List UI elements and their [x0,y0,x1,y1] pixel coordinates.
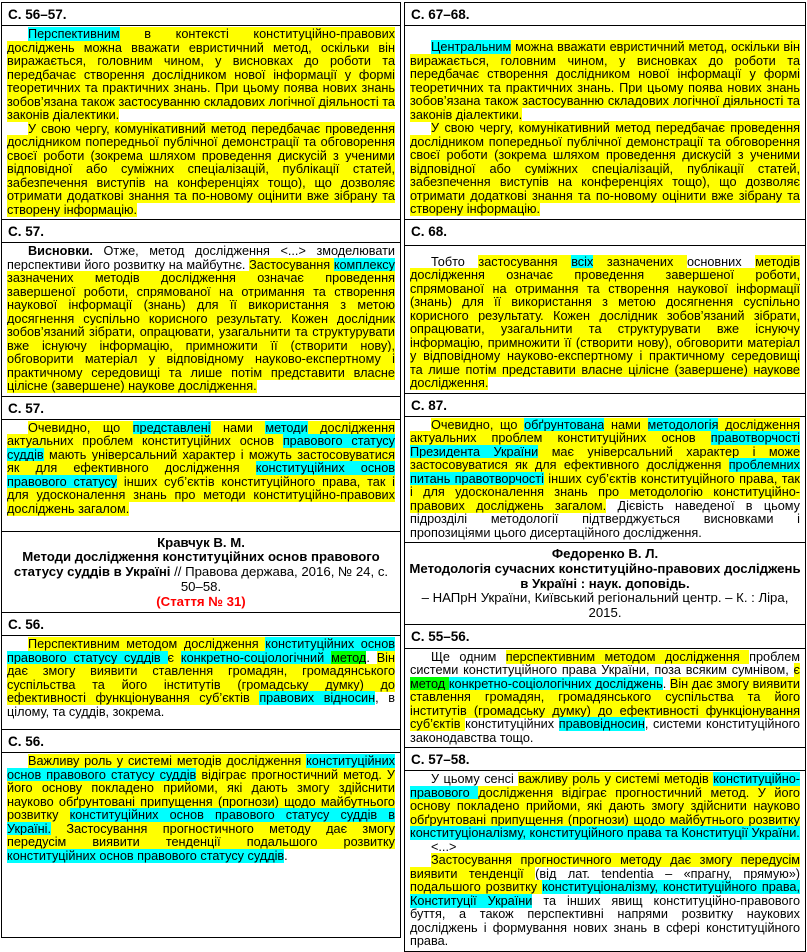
excerpt-paragraph [7,755,395,863]
highlight-green-run: метод [410,676,449,691]
text-run: – НАПрН України, Київський регіональний центр. – К. : Ліра, 2015. [421,590,789,621]
text-run: Висновки. [28,244,93,258]
highlight-yellow-run: методів дослідження означає проведення завершеної роботи, спрямованої на отримання та створення наукової інформації (знань) для її використання з метою досягнення суспільно корисного результату. Кожен дослідник зобов’язаний зібрати, опрацювати, узагальнити та структурувати вже існуючу інформацію, примножити її (створити нову), обговорити матеріал у відповідному науково-експертному і практичному середовищі та лише потім представити власне цілісне (завершене) наукове дослідження. [410,254,800,390]
highlight-cyan-run: Перспективним [28,27,120,41]
highlight-yellow-run: перспективним методом дослідження [505,649,750,664]
excerpt-cell [1,752,401,938]
page-ref-label: С. 57–58. [411,752,470,768]
text-run: Методологія сучасних конституційно-правових досліджень в Україні : наук. доповідь. [409,560,801,591]
citation-line [409,591,801,621]
text-run: (від лат. tendentia – «прагну, прямую») [535,866,800,881]
excerpt-cell [404,245,806,394]
highlight-yellow-run: У свою чергу, комунікативний метод передбачає проведення дослідником попередньої публічної демонстрації та обговорення своєї роботи (зокрема шляхом проведення дискусій з ученими відповідної або суміжних спеціалізацій, публікації статей, забезпечення виступів на конференціях тощо), що дозволяє отримати додаткові знання та по-новому оцінити вже зібрану та створену інформацію. [410,121,800,216]
page-ref-label: С. 56. [8,734,45,750]
highlight-yellow-run: відіграє прогностичний метод. У його основу покладено прийоми, які дають змогу здійснити науково обґрунтовані припущення (прогнози) щодо майбутнього розвитку [7,767,395,823]
highlight-yellow-run: У свою чергу, комунікативний метод передбачає проведення дослідником попередньої публічної демонстрації та обговорення своєї роботи (зокрема шляхом проведення дискусій з ученими відповідної або суміжних спеціалізацій, публікації статей, забезпечення виступів на конференціях тощо), що дозволяє отримати додаткові знання та по-новому оцінити вже зібрану та створену інформацію. [7,121,395,217]
excerpt-cell [1,242,401,397]
text-run: . [662,676,670,691]
excerpt-paragraph [7,28,395,123]
highlight-yellow-run: є [167,650,181,665]
highlight-yellow-run: Перспективним методом дослідження [28,637,266,652]
right-comparison-column [404,2,806,952]
highlight-cyan-run: конкретно-соціологічний [180,650,332,665]
highlight-yellow-run: дослідження актуальних проблем конституційних основ [410,417,800,445]
highlight-cyan-run: конституційних основ правового статусу суддів в Україні. [7,808,395,836]
page-ref-header [1,612,401,636]
highlight-yellow-run: має універсальний характер і може застосовуватися як для ефективного дослідження [410,444,801,472]
page-ref-label: С. 67–68. [411,7,470,22]
text-run: Федоренко В. Л. [551,546,659,561]
excerpt-paragraph [410,854,800,949]
page-ref-label: С. 57. [8,224,45,239]
highlight-yellow-run: Він дає змогу виявити ставлення громадян, громадянського суспільства та його інститутів (громадську думку) до ефективності функціонування суб’єктів [7,650,395,706]
highlight-cyan-run: конституційних основ правового статусу суддів [7,754,395,782]
text-run: та інших явищ конституційно-правового буття, а також перспективні напрями розвитку наукових досліджень і формування нових знань в сфері конституційного права. [410,893,800,949]
highlight-cyan-run: обґрунтована [524,417,605,432]
page-ref-header [404,624,806,649]
highlight-yellow-run: нами [210,420,266,435]
excerpt-cell [1,25,401,220]
text-run: У цьому сенсі [431,772,519,787]
highlight-yellow-run: зазначених методів дослідження означає проведення завершеної роботи, спрямованої на отримання та створення наукової інформації (знань) для її використання з метою досягнення суспільно корисного результату. Кожен дослідник зобов’язаний зібрати, опрацювати, узагальнити та структурувати вже існуючу інформацію, примножити її (створити нову), обговорити матеріал у відповідному науково-експертному і практичному середовищі та лише потім представити власне цілісне (завершене) наукове дослідження. [7,271,395,393]
highlight-cyan-run: конституційних основ правового статусу суддів [7,637,395,665]
text-run: , в цілому, та суддів, зокрема. [7,691,395,719]
page-ref-label: С. 57. [8,400,45,416]
highlight-cyan-run: всіх [571,254,594,269]
highlight-cyan-run: конституційних основ правового статусу суддів [7,848,285,863]
highlight-cyan-run: правотворчості Президента України [410,431,800,459]
page-ref-header [404,2,806,26]
text-run: Тобто [431,254,479,269]
text-run: (Стаття № 31) [156,593,246,609]
highlight-yellow-run: дослідження відіграє прогностичний метод. У його основу покладено прийоми, які дають змогу здійснити науково обґрунтовані припущення (прогнози) щодо майбутнього розвитку [410,785,800,827]
excerpt-cell [404,416,806,544]
excerpt-cell [1,635,401,730]
excerpt-paragraph [410,773,800,841]
highlight-yellow-run: нами [604,417,648,432]
highlight-cyan-run: Центральним [431,40,512,54]
highlight-yellow-run: можна вважати евристичний метод, оскільки він виражається, головним чином, у висновках до роботи та передбачає створення дослідником нової інформації у формі теоретичних та практичних знань. При цьому поява нових знань зобов’язана також застосуванню складових логічної діяльності та законів діалектики. [410,40,800,122]
highlight-cyan-run: представлені [132,420,211,435]
text-run: основних [686,254,756,269]
text-run: Дієвість наведеної в цьому підрозділі методології підтверджується висновками і пропозиціями цього дисертаційного дослідження. [410,498,800,540]
text-run: Ще одним [431,649,506,664]
highlight-cyan-run: конкретно-соціологічних досліджень [448,676,663,691]
citation-line [6,595,396,610]
text-run: . [284,848,288,863]
highlight-cyan-run: методологія [647,417,719,432]
highlight-yellow-run: Важливу роль у системі методів дослідження [28,754,307,769]
highlight-cyan-run: конституціоналізму, конституційного права та Конституції України. [410,826,800,841]
excerpt-paragraph [410,41,800,122]
excerpt-cell [1,419,401,532]
text-run: конституційних [465,717,559,732]
page-ref-label: С. 87. [411,397,448,413]
highlight-yellow-run: подальшого розвитку [410,880,543,895]
highlight-cyan-run: методи [265,420,308,435]
page-ref-header [1,729,401,753]
excerpt-paragraph [410,419,800,541]
excerpt-cell [404,770,806,952]
highlight-cyan-run: конституціоналізму, конституційного права, Конституції України [410,880,800,908]
highlight-yellow-run: інших суб’єктів конституційного права, так і для удосконалення знань про методологію конституційно-правових досліджень загалом. [410,471,800,513]
page-ref-label: С. 56. [8,617,45,633]
highlight-cyan-run: правового статусу суддів [7,434,395,462]
highlight-yellow-run: Очевидно, що [431,417,525,432]
highlight-yellow-run: Застосування [249,257,334,272]
page-ref-label: С. 56–57. [8,7,67,22]
page-ref-header [1,2,401,26]
text-run: Отже, метод дослідження <...> змоделювати перспективи його розвитку на майбутнє. [7,244,395,272]
citation-line [409,547,801,562]
excerpt-paragraph [410,841,800,855]
highlight-yellow-run: Він дає змогу виявити ставлення громадян, громадянського суспільства та його інститутів (громадську думку) до ефективності функціонування суб’єктів [410,676,800,732]
highlight-yellow-run: застосування [478,254,572,269]
highlight-yellow-run: інших суб’єктів конституційного права, так і для удосконалення знань про методи конституційно-правових досліджень загалом. [7,474,395,516]
highlight-yellow-run: дослідження актуальних проблем конституційних основ [7,420,395,448]
highlight-yellow-run: Застосування прогностичного методу дає змогу передусім виявити тенденції подальшого розвитку [7,821,395,850]
excerpt-paragraph [7,422,395,517]
page-ref-header [404,393,806,417]
excerpt-paragraph [410,256,800,391]
excerpt-paragraph [410,651,800,746]
highlight-cyan-run: конституційно-правового [410,772,800,800]
excerpt-paragraph [7,638,395,719]
page-ref-label: С. 55–56. [411,628,470,644]
excerpt-paragraph [7,245,395,394]
highlight-yellow-run: важливу роль у системі методів [518,772,714,787]
citation-cell [404,542,806,625]
highlight-cyan-run: правових відносин [259,691,376,706]
highlight-cyan-run: правовідносин [558,717,645,732]
text-run: <...> [431,839,457,854]
page-ref-header [1,219,401,243]
excerpt-paragraph [410,122,800,217]
text-run: // Правова держава, 2016, № 24, с. 50–58. [174,564,389,594]
highlight-green-run: метод [331,650,367,665]
text-run: Методи дослідження конституційних основ правового статусу суддів в Україні [13,549,380,580]
excerpt-paragraph [7,123,395,218]
left-comparison-column [1,2,401,938]
highlight-yellow-run: Очевидно, що [28,420,133,435]
text-run: . [366,650,377,665]
citation-line [6,536,396,551]
page-ref-header [1,396,401,420]
citation-line [6,550,396,594]
highlight-yellow-run: Застосування прогностичного методу дає змогу передусім виявити тенденції [410,853,800,881]
excerpt-cell [404,25,806,220]
page-ref-label: С. 68. [411,223,448,239]
highlight-cyan-run: комплексу [333,257,395,272]
citation-line [409,562,801,592]
excerpt-cell [404,648,806,749]
text-run: Кравчук В. М. [157,534,245,550]
citation-cell [1,531,401,614]
highlight-cyan-run: конституційних основ правового статусу [7,461,395,489]
highlight-yellow-run: мають універсальний характер і можуть застосовуватися як для ефективного дослідження [7,447,395,475]
text-run: проблем системи конституційного права України, поза всяким сумнівом, [410,649,800,678]
text-run: , системи конституційного законодавства тощо. [410,717,800,745]
highlight-yellow-run: зазначених [593,254,687,269]
highlight-cyan-run: проблемних питань правотворчості [410,458,800,486]
page-ref-header [404,219,806,246]
highlight-yellow-run: в контексті конституційно-правових досліджень можна вважати евристичний метод, оскільки він виражається, головним чином, у висновках до роботи та передбачає створення дослідником нової інформації у формі теоретичних та практичних знань. При цьому поява нових знань зобов’язана також застосуванню складових логічної діяльності та законів діалектики. [7,27,395,122]
highlight-yellow-run: є [793,663,800,678]
page-ref-header [404,747,806,771]
